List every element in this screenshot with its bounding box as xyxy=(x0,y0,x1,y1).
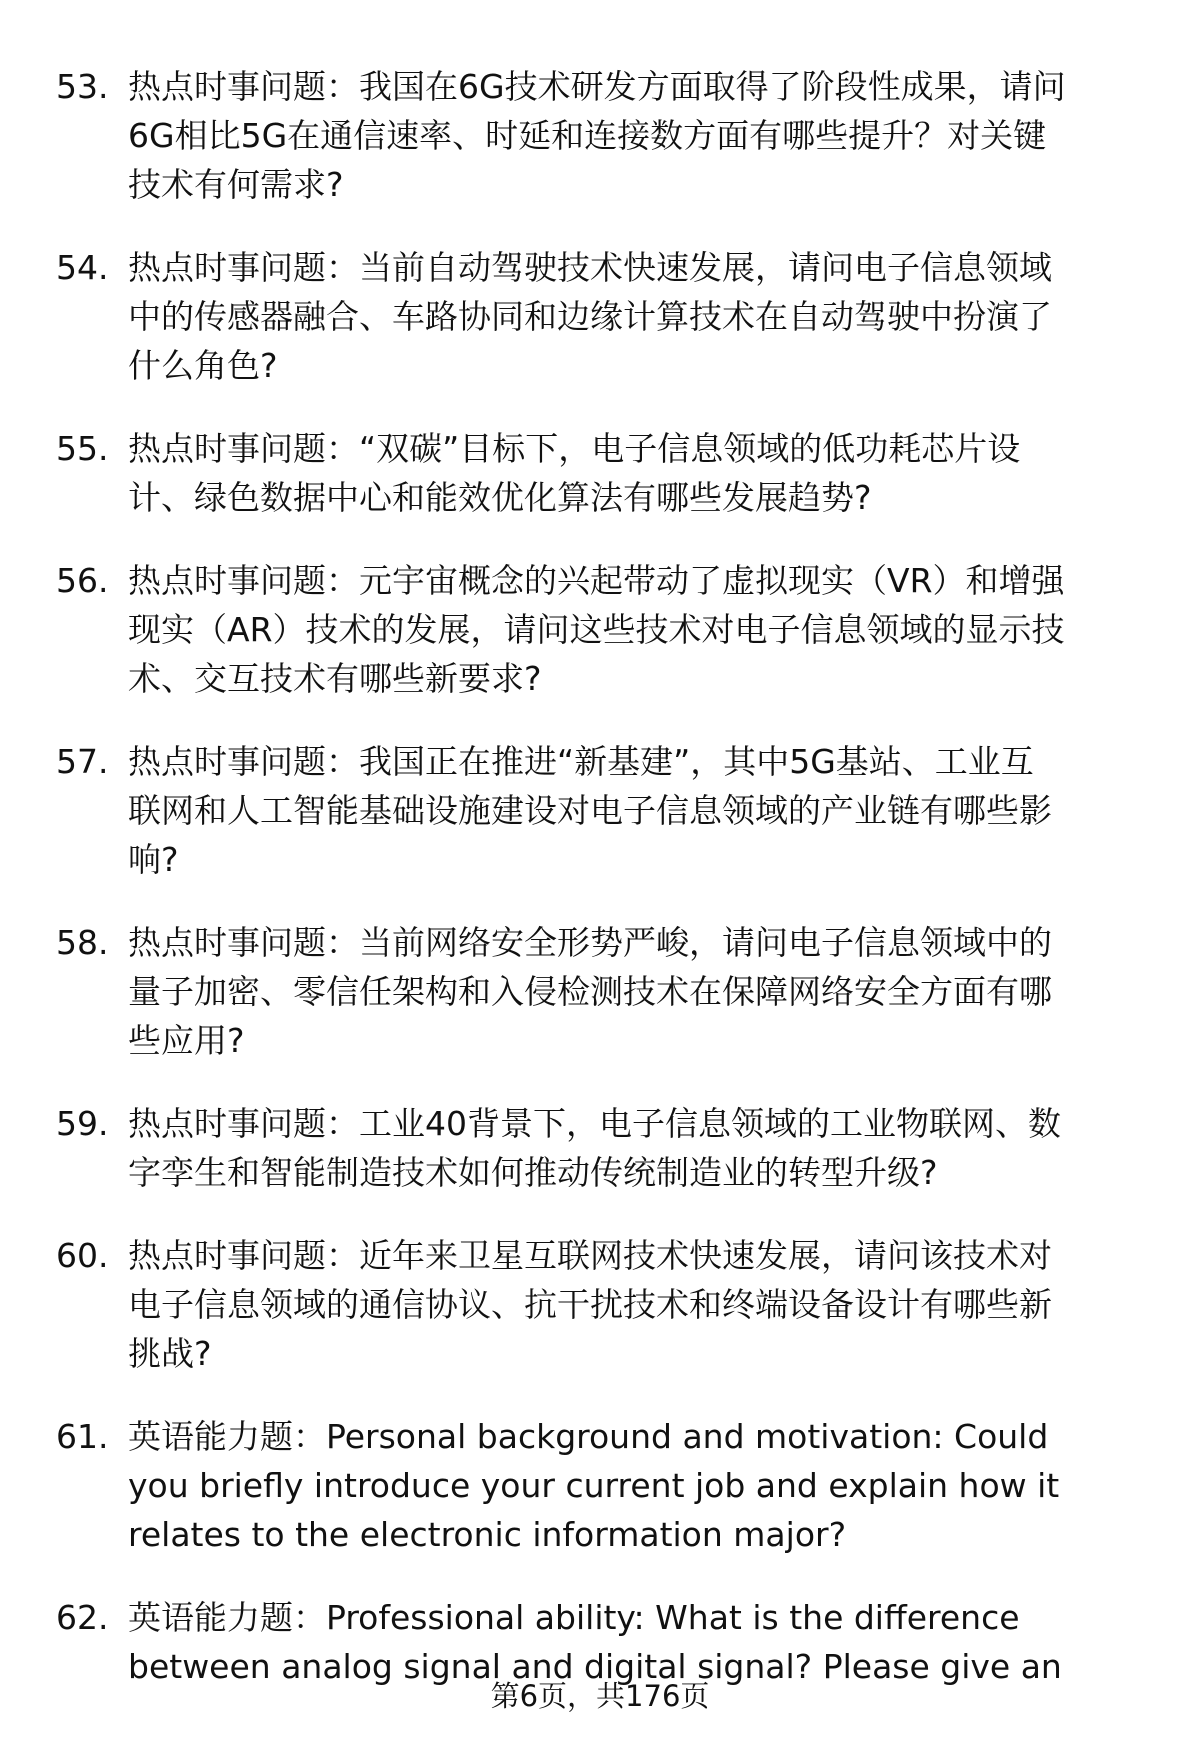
question-text-line: 现实（AR）技术的发展，请问这些技术对电子信息领域的显示技 xyxy=(128,610,1065,649)
question-item xyxy=(0,556,1200,703)
question-text xyxy=(128,918,1200,1065)
question-text xyxy=(128,62,1200,209)
question-item xyxy=(0,918,1200,1065)
question-list xyxy=(0,62,1200,1725)
question-text-line: 热点时事问题：元宇宙概念的兴起带动了虚拟现实（VR）和增强 xyxy=(128,561,1065,600)
question-text-line: 热点时事问题：近年来卫星互联网技术快速发展，请问该技术对 xyxy=(128,1236,1052,1275)
question-number: 60. xyxy=(56,1236,109,1275)
question-number: 56. xyxy=(56,561,109,600)
question-text-line: 技术有何需求? xyxy=(128,165,344,204)
question-text xyxy=(128,424,1200,522)
question-text-line: 中的传感器融合、车路协同和边缘计算技术在自动驾驶中扮演了 xyxy=(128,297,1052,336)
question-number: 62. xyxy=(56,1598,109,1637)
question-item xyxy=(0,62,1200,209)
question-number: 54. xyxy=(56,248,109,287)
question-text xyxy=(128,243,1200,390)
question-text-line: 术、交互技术有哪些新要求? xyxy=(128,659,542,698)
question-number: 57. xyxy=(56,742,109,781)
question-text-line: relates to the electronic information major? xyxy=(128,1515,847,1554)
question-text-line: 什么角色? xyxy=(128,346,278,385)
question-text-line: 热点时事问题：工业40背景下，电子信息领域的工业物联网、数 xyxy=(128,1104,1061,1143)
question-text xyxy=(128,1412,1200,1559)
question-text-line: 热点时事问题：当前自动驾驶技术快速发展，请问电子信息领域 xyxy=(128,248,1052,287)
question-text-line: 英语能力题：Professional ability: What is the difference xyxy=(128,1598,1020,1637)
question-text-line: 些应用? xyxy=(128,1021,245,1060)
question-item xyxy=(0,1099,1200,1197)
question-number: 53. xyxy=(56,67,109,106)
question-item xyxy=(0,737,1200,884)
question-number: 58. xyxy=(56,923,109,962)
question-text-line: 6G相比5G在通信速率、时延和连接数方面有哪些提升？对关键 xyxy=(128,116,1047,155)
question-text-line: 计、绿色数据中心和能效优化算法有哪些发展趋势? xyxy=(128,478,872,517)
question-text-line: 字孪生和智能制造技术如何推动传统制造业的转型升级? xyxy=(128,1153,938,1192)
question-text-line: 电子信息领域的通信协议、抗干扰技术和终端设备设计有哪些新 xyxy=(128,1285,1052,1324)
question-text-line: 联网和人工智能基础设施建设对电子信息领域的产业链有哪些影 xyxy=(128,791,1052,830)
question-text xyxy=(128,1099,1200,1197)
question-text-line: you briefly introduce your current job and explain how it xyxy=(128,1466,1060,1505)
question-text xyxy=(128,1231,1200,1378)
question-number: 55. xyxy=(56,429,109,468)
question-item xyxy=(0,243,1200,390)
question-number: 61. xyxy=(56,1417,109,1456)
question-item xyxy=(0,1412,1200,1559)
question-text-line: 英语能力题：Personal background and motivation: Could xyxy=(128,1417,1049,1456)
page-footer: 第6页，共176页 xyxy=(490,1679,710,1713)
question-item xyxy=(0,1231,1200,1378)
question-text-line: 响? xyxy=(128,840,179,879)
question-text-line: 挑战? xyxy=(128,1334,212,1373)
question-text-line: 热点时事问题：“双碳”目标下，电子信息领域的低功耗芯片设 xyxy=(128,429,1021,468)
question-item xyxy=(0,424,1200,522)
question-text-line: 热点时事问题：我国正在推进“新基建”，其中5G基站、工业互 xyxy=(128,742,1034,781)
question-text-line: 量子加密、零信任架构和入侵检测技术在保障网络安全方面有哪 xyxy=(128,972,1052,1011)
question-text-line: 热点时事问题：当前网络安全形势严峻，请问电子信息领域中的 xyxy=(128,923,1052,962)
question-text xyxy=(128,556,1200,703)
question-text-line: between analog signal and digital signal? Please give an xyxy=(128,1647,1062,1686)
question-text-line: 热点时事问题：我国在6G技术研发方面取得了阶段性成果，请问 xyxy=(128,67,1066,106)
question-number: 59. xyxy=(56,1104,109,1143)
question-text xyxy=(128,737,1200,884)
